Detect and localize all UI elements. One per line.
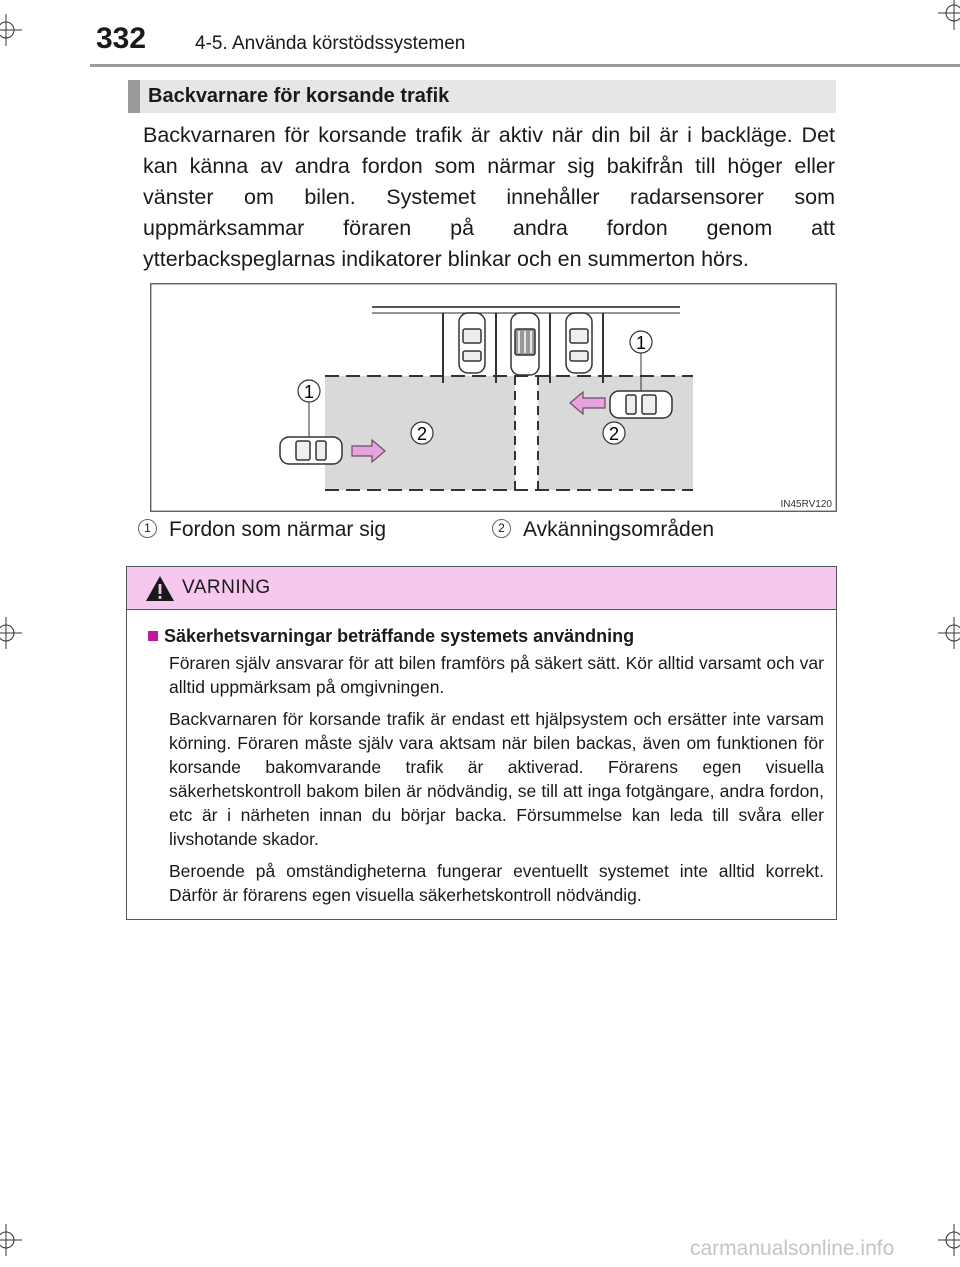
warning-paragraph: Backvarnaren för korsande trafik är endast ett hjälpsystem och ersätter inte varsam körning. Föraren måste själv vara aktsam när bilen backas, även om funktionen för korsande bakomvarande trafik är aktiverad. Förarens egen visuella säkerhetskontroll bakom bilen är nödvändig, se till att inga fotgängare, andra fordon, etc är i närheten innan du börjar backa. Försummelse kan leda till svåra eller livshotande skador. <box>169 709 824 849</box>
legend-text: Avkänningsområden <box>523 518 715 541</box>
warning-paragraph: Föraren själv ansvarar för att bilen framförs på säkert sätt. Kör alltid varsamt och var alltid uppmärksam på omgivningen. <box>169 653 824 697</box>
legend-text: Fordon som närmar sig <box>169 518 387 541</box>
warning-paragraph: Beroende på omständigheterna fungerar eventuellt systemet inte alltid korrekt. Därför är förarens egen visuella säkerhetskontroll nödvändig. <box>169 861 824 905</box>
legend-number: 1 <box>138 519 157 538</box>
intro-paragraph: Backvarnaren för korsande trafik är aktiv när din bil är i backläge. Det kan känna av andra fordon som närmar sig bakifrån till höger eller vänster om bilen. Systemet innehåller radarsensorer som uppmärksammar föraren på andra fordon genom att ytterbackspeglarnas indikatorer blinkar och en summerton hörs. <box>143 123 835 271</box>
page-number: 332 <box>96 22 147 55</box>
section-title: Backvarnare för korsande trafik <box>148 85 450 107</box>
svg-text:2: 2 <box>416 424 428 444</box>
watermark: carmanualsonline.info <box>690 1237 895 1260</box>
svg-text:1: 1 <box>635 333 647 353</box>
section-path: 4-5. Använda körstödssystemen <box>195 33 466 54</box>
svg-text:2: 2 <box>608 424 620 444</box>
warning-subheading: Säkerhetsvarningar beträffande systemets användning <box>148 626 824 647</box>
figure-code: IN45RV120 <box>780 499 832 510</box>
legend-number: 2 <box>492 519 511 538</box>
warning-title: VARNING <box>182 577 271 598</box>
svg-text:1: 1 <box>303 382 315 402</box>
